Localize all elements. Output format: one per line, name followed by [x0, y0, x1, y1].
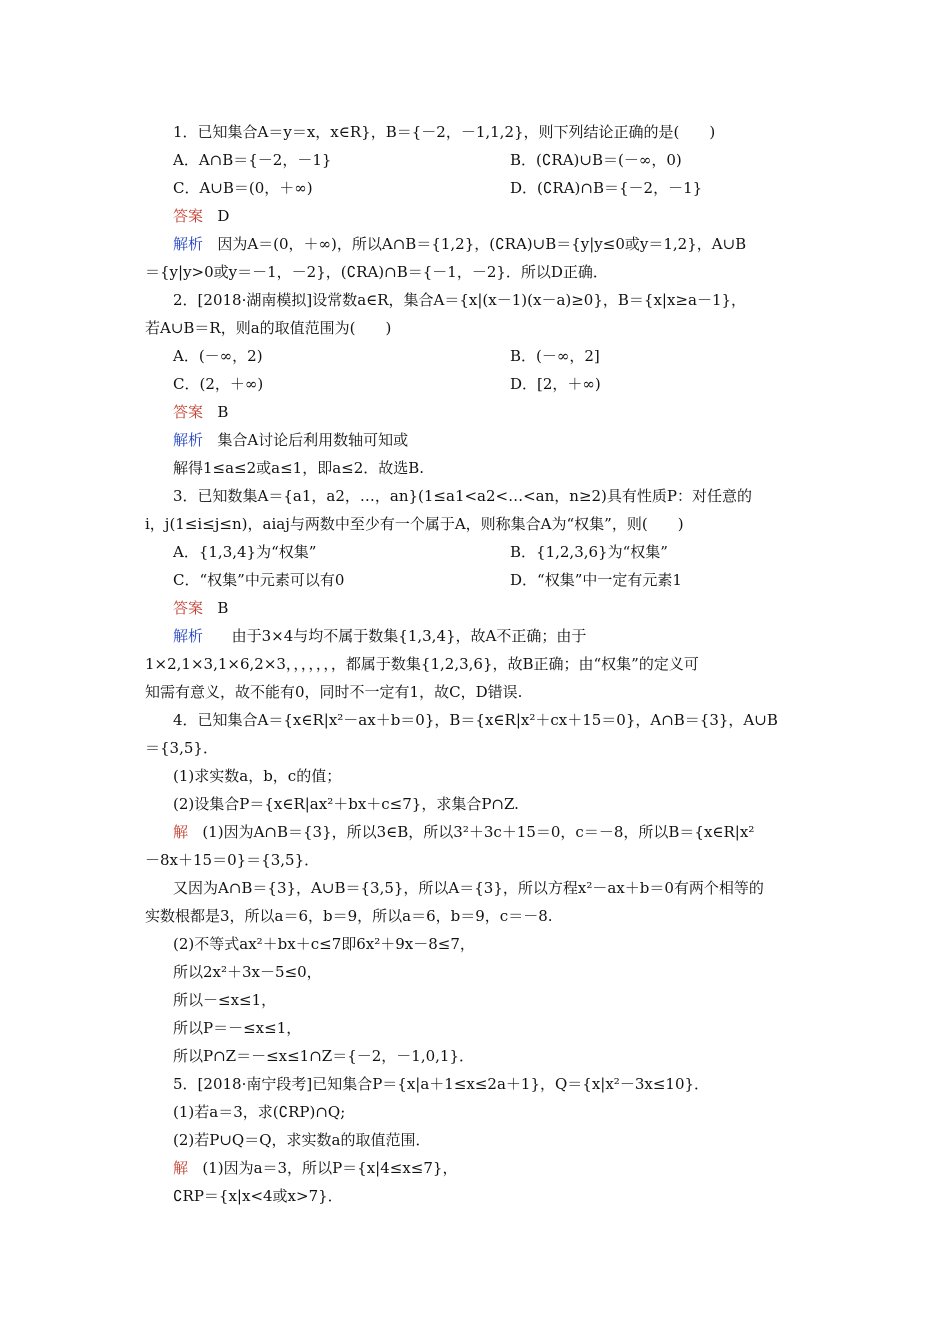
q4-solution-line-7: 所以－≤x≤1，: [173, 991, 277, 1009]
analysis-label: 解析: [173, 235, 204, 253]
answer-label: 答案: [173, 207, 204, 225]
solution-label: 解: [173, 823, 189, 841]
q1-stem: 1．已知集合A＝y＝x，x∈R}，B＝{－2，－1,1,2}，则下列结论正确的是( ): [173, 123, 716, 141]
q3-stem-line-2: i，j(1≤i≤j≤n)，aiaj与两数中至少有一个属于A，则称集合A为“权集”，则( ): [145, 515, 684, 533]
q4-part-1: (1)求实数a，b，c的值；: [173, 767, 342, 785]
q4-solution-line-3: 又因为A∩B＝{3}，A∪B＝{3,5}，所以A＝{3}，所以方程x²－ax＋b＝0有两个相等的: [173, 879, 764, 897]
q3-option-b: B．{1,2,3,6}为“权集”: [510, 543, 668, 561]
q1-option-d: D．(∁RA)∩B＝{－2，－1}: [510, 179, 703, 197]
answer-label: 答案: [173, 403, 204, 421]
q1-analysis-line-2: ＝{y|y>0或y＝－1，－2}，(∁RA)∩B＝{－1，－2}．所以D正确．: [145, 263, 608, 281]
q5-part-1: (1)若a＝3，求(∁RP)∩Q;: [173, 1103, 346, 1121]
q1-option-c: C．A∪B＝(0，＋∞): [173, 179, 313, 197]
q4-stem-line-2: ＝{3,5}．: [145, 739, 218, 757]
solution-text: (1)因为a＝3，所以P＝{x|4≤x≤7}，: [202, 1159, 458, 1177]
q2-option-c: C．(2，＋∞): [173, 375, 264, 393]
q5-part-2: (2)若P∪Q＝Q，求实数a的取值范围．: [173, 1131, 431, 1149]
q4-solution-line-9: 所以P∩Z＝－≤x≤1∩Z＝{－2，－1,0,1}．: [173, 1047, 475, 1065]
analysis-label: 解析: [173, 627, 204, 645]
answer-label: 答案: [173, 599, 204, 617]
q4-solution-line-8: 所以P＝－≤x≤1，: [173, 1019, 302, 1037]
q4-solution-line-1: [173, 822, 754, 842]
q4-solution-line-2: －8x＋15＝0}＝{3,5}．: [145, 851, 320, 869]
q3-option-d: D．“权集”中一定有元素1: [510, 571, 682, 589]
q3-analysis-line-3: 知需有意义，故不能有0，同时不一定有1，故C，D错误.: [145, 683, 523, 701]
q2-answer: [173, 402, 228, 422]
analysis-label: 解析: [173, 431, 204, 449]
answer-value: B: [217, 403, 229, 421]
q5-stem: 5．[2018·南宁段考]已知集合P＝{x|a＋1≤x≤2a＋1}，Q＝{x|x²－3x≤10}．: [173, 1075, 710, 1093]
analysis-text: 由于3×4与均不属于数集{1,3,4}，故A不正确；由于: [231, 627, 587, 645]
q1-option-b: B．(∁RA)∪B＝(－∞，0): [510, 151, 682, 169]
q3-analysis-line-2: 1×2,1×3,1×6,2×3，，，，，，，都属于数集{1,2,3,6}，故B正确；由“权集”的定义可: [145, 655, 699, 673]
q5-solution-line-1: [173, 1158, 457, 1178]
solution-label: 解: [173, 1159, 189, 1177]
q2-analysis-line-1: [173, 430, 408, 450]
analysis-text: 集合A讨论后利用数轴可知或: [217, 431, 409, 449]
q1-analysis-line-1: [173, 234, 746, 254]
q2-option-a: A．(－∞，2): [173, 347, 263, 365]
answer-value: D: [217, 207, 230, 225]
answer-value: B: [217, 599, 229, 617]
q1-option-a: A．A∩B＝{－2，－1}: [173, 151, 332, 169]
analysis-text: 因为A＝(0，＋∞)，所以A∩B＝{1,2}，(∁RA)∪B＝{y|y≤0或y＝1,2}，A∪B: [217, 235, 747, 253]
q2-option-d: D．[2，＋∞): [510, 375, 601, 393]
q3-option-c: C．“权集”中元素可以有0: [173, 571, 345, 589]
q2-stem-line-1: 2．[2018·湖南模拟]设常数a∈R，集合A＝{x|(x－1)(x－a)≥0}，B＝{x|x≥a－1}，: [173, 291, 747, 309]
solution-text: (1)因为A∩B＝{3}，所以3∈B，所以3²＋3c＋15＝0，c＝－8，所以B＝{x∈R|x²: [202, 823, 755, 841]
q2-analysis-line-2: 解得1≤a≤2或a≤1，即a≤2．故选B.: [173, 459, 425, 477]
q2-stem-line-2: 若A∪B＝R，则a的取值范围为( ): [145, 319, 392, 337]
q5-solution-line-2: ∁RP＝{x|x<4或x>7}．: [173, 1187, 343, 1205]
q4-stem-line-1: 4．已知集合A＝{x∈R|x²－ax＋b＝0}，B＝{x∈R|x²＋cx＋15＝0}，A∩B＝{3}，A∪B: [173, 711, 778, 729]
q3-answer: [173, 598, 228, 618]
q4-solution-line-5: (2)不等式ax²＋bx＋c≤7即6x²＋9x－8≤7，: [173, 935, 475, 953]
q3-analysis-line-1: [173, 626, 586, 646]
q3-option-a: A．{1,3,4}为“权集”: [173, 543, 317, 561]
q1-answer: [173, 206, 229, 226]
q4-part-2: (2)设集合P＝{x∈R|ax²＋bx＋c≤7}，求集合P∩Z.: [173, 795, 519, 813]
q4-solution-line-6: 所以2x²＋3x－5≤0，: [173, 963, 322, 981]
q2-option-b: B．(－∞，2]: [510, 347, 600, 365]
q3-stem-line-1: 3．已知数集A＝{a1，a2，…，an}(1≤a1<a2<…<an，n≥2)具有性质P：对任意的: [173, 487, 753, 505]
q4-solution-line-4: 实数根都是3，所以a＝6，b＝9，所以a＝6，b＝9，c＝－8.: [145, 907, 553, 925]
